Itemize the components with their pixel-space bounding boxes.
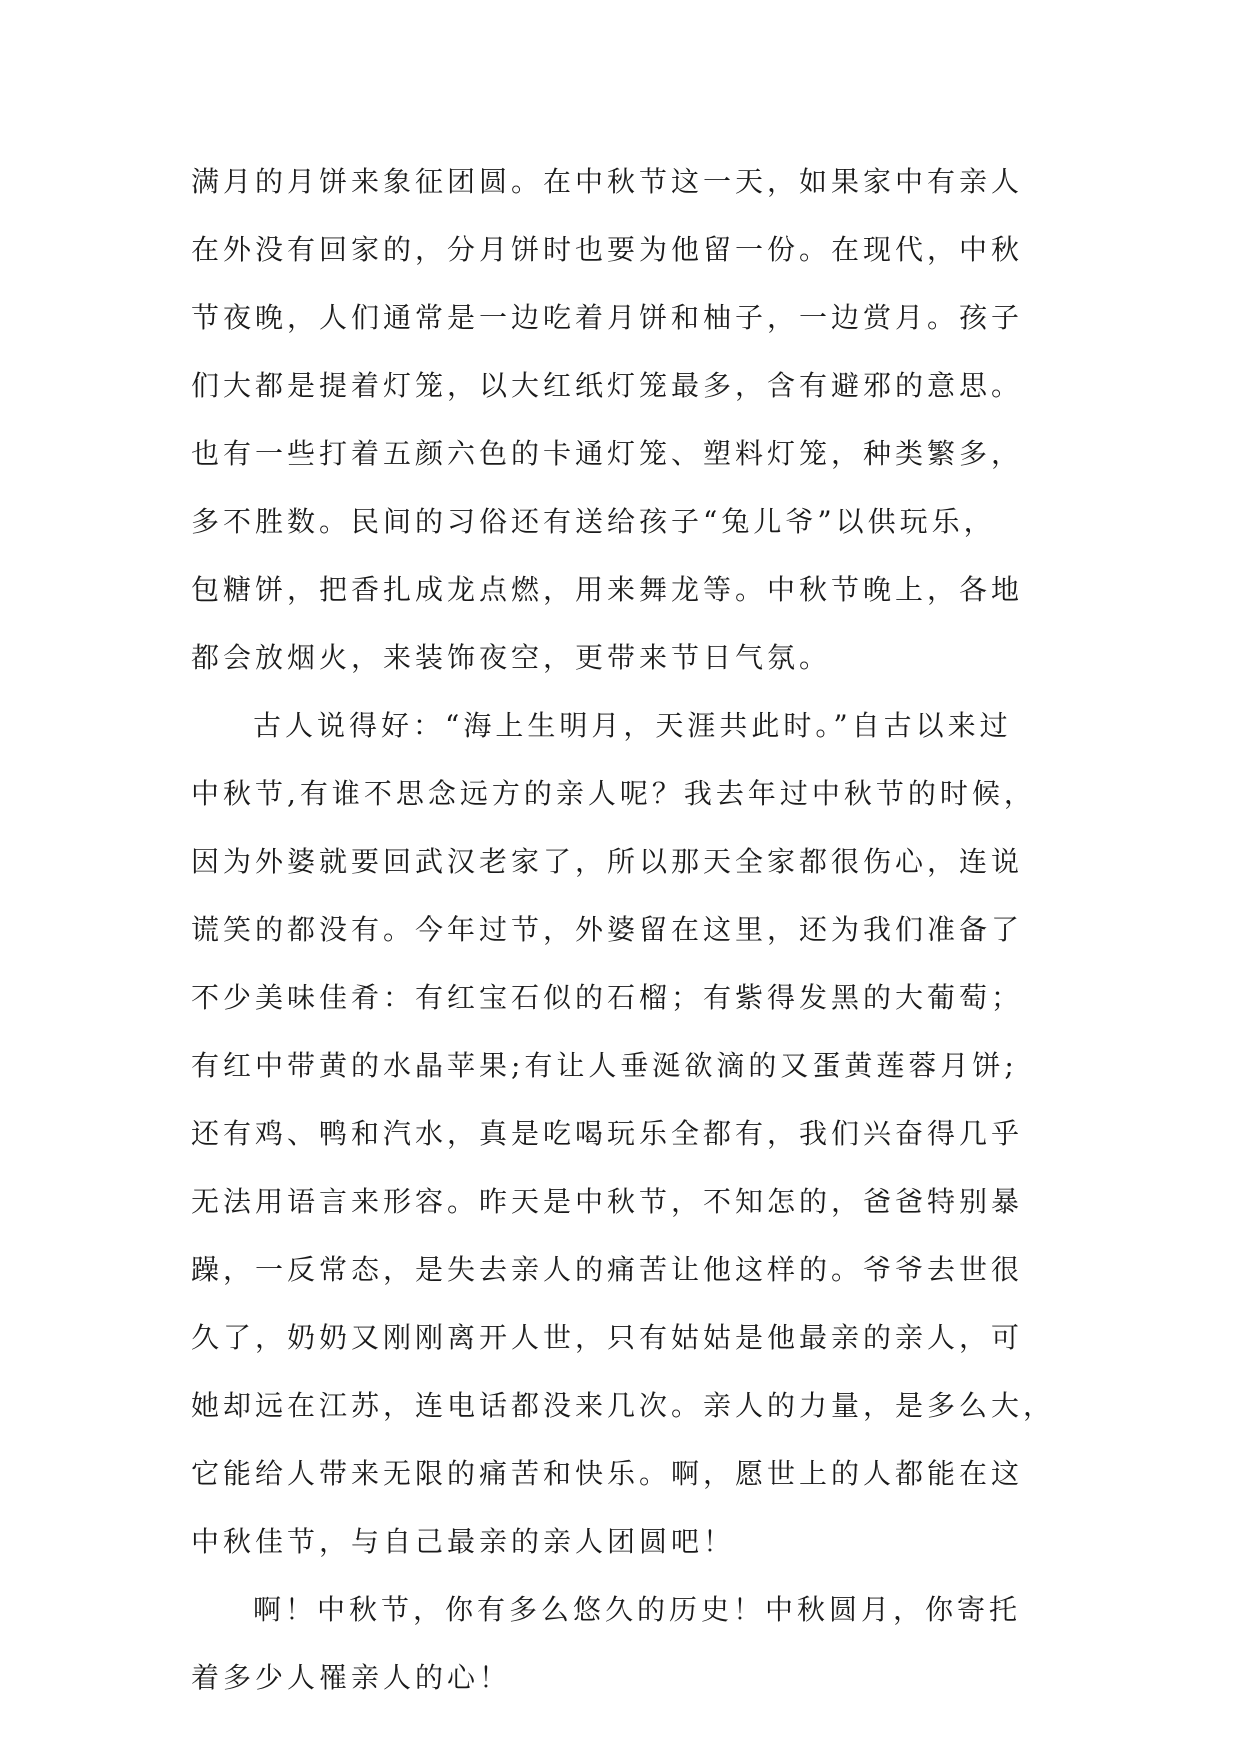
text-line: 都会放烟火，来装饰夜空，更带来节日气氛。 bbox=[191, 641, 832, 674]
text-line: 不少美味佳肴：有红宝石似的石榴；有紫得发黑的大葡萄； bbox=[191, 981, 1024, 1014]
text-line: 着多少人罹亲人的心！ bbox=[191, 1661, 512, 1694]
paragraph-start-line: 古人说得好：“海上生明月，天涯共此时。”自古以来过 bbox=[253, 709, 1012, 742]
text-line: 有红中带黄的水晶苹果;有让人垂涎欲滴的又蛋黄莲蓉月饼; bbox=[191, 1049, 1018, 1082]
text-line: 中秋佳节，与自己最亲的亲人团圆吧！ bbox=[191, 1525, 736, 1558]
text-line: 们大都是提着灯笼，以大红纸灯笼最多，含有避邪的意思。 bbox=[191, 369, 1024, 402]
body-text bbox=[191, 152, 1071, 1716]
text-line: 久了，奶奶又刚刚离开人世，只有姑姑是他最亲的亲人，可 bbox=[191, 1321, 1024, 1354]
text-line: 在外没有回家的，分月饼时也要为他留一份。在现代，中秋 bbox=[191, 233, 1024, 266]
text-line: 包糖饼，把香扎成龙点燃，用来舞龙等。中秋节晚上，各地 bbox=[191, 573, 1024, 606]
text-line: 因为外婆就要回武汉老家了，所以那天全家都很伤心，连说 bbox=[191, 845, 1024, 878]
paragraph-start-line: 啊！中秋节，你有多么悠久的历史！中秋圆月，你寄托 bbox=[253, 1593, 1022, 1626]
text-line: 满月的月饼来象征团圆。在中秋节这一天，如果家中有亲人 bbox=[191, 165, 1024, 198]
text-line: 多不胜数。民间的习俗还有送给孩子“兔儿爷”以供玩乐， bbox=[191, 505, 996, 538]
text-line: 躁，一反常态，是失去亲人的痛苦让他这样的。爷爷去世很 bbox=[191, 1253, 1024, 1286]
text-line: 谎笑的都没有。今年过节，外婆留在这里，还为我们准备了 bbox=[191, 913, 1024, 946]
text-line: 它能给人带来无限的痛苦和快乐。啊，愿世上的人都能在这 bbox=[191, 1457, 1024, 1490]
text-line: 无法用语言来形容。昨天是中秋节，不知怎的，爸爸特别暴 bbox=[191, 1185, 1024, 1218]
text-line: 也有一些打着五颜六色的卡通灯笼、塑料灯笼，种类繁多， bbox=[191, 437, 1024, 470]
text-line: 她却远在江苏，连电话都没来几次。亲人的力量，是多么大， bbox=[191, 1389, 1056, 1422]
text-line: 节夜晚，人们通常是一边吃着月饼和柚子，一边赏月。孩子 bbox=[191, 301, 1024, 334]
text-line: 还有鸡、鸭和汽水，真是吃喝玩乐全都有，我们兴奋得几乎 bbox=[191, 1117, 1024, 1150]
text-line: 中秋节,有谁不思念远方的亲人呢？我去年过中秋节的时候， bbox=[191, 777, 1036, 810]
